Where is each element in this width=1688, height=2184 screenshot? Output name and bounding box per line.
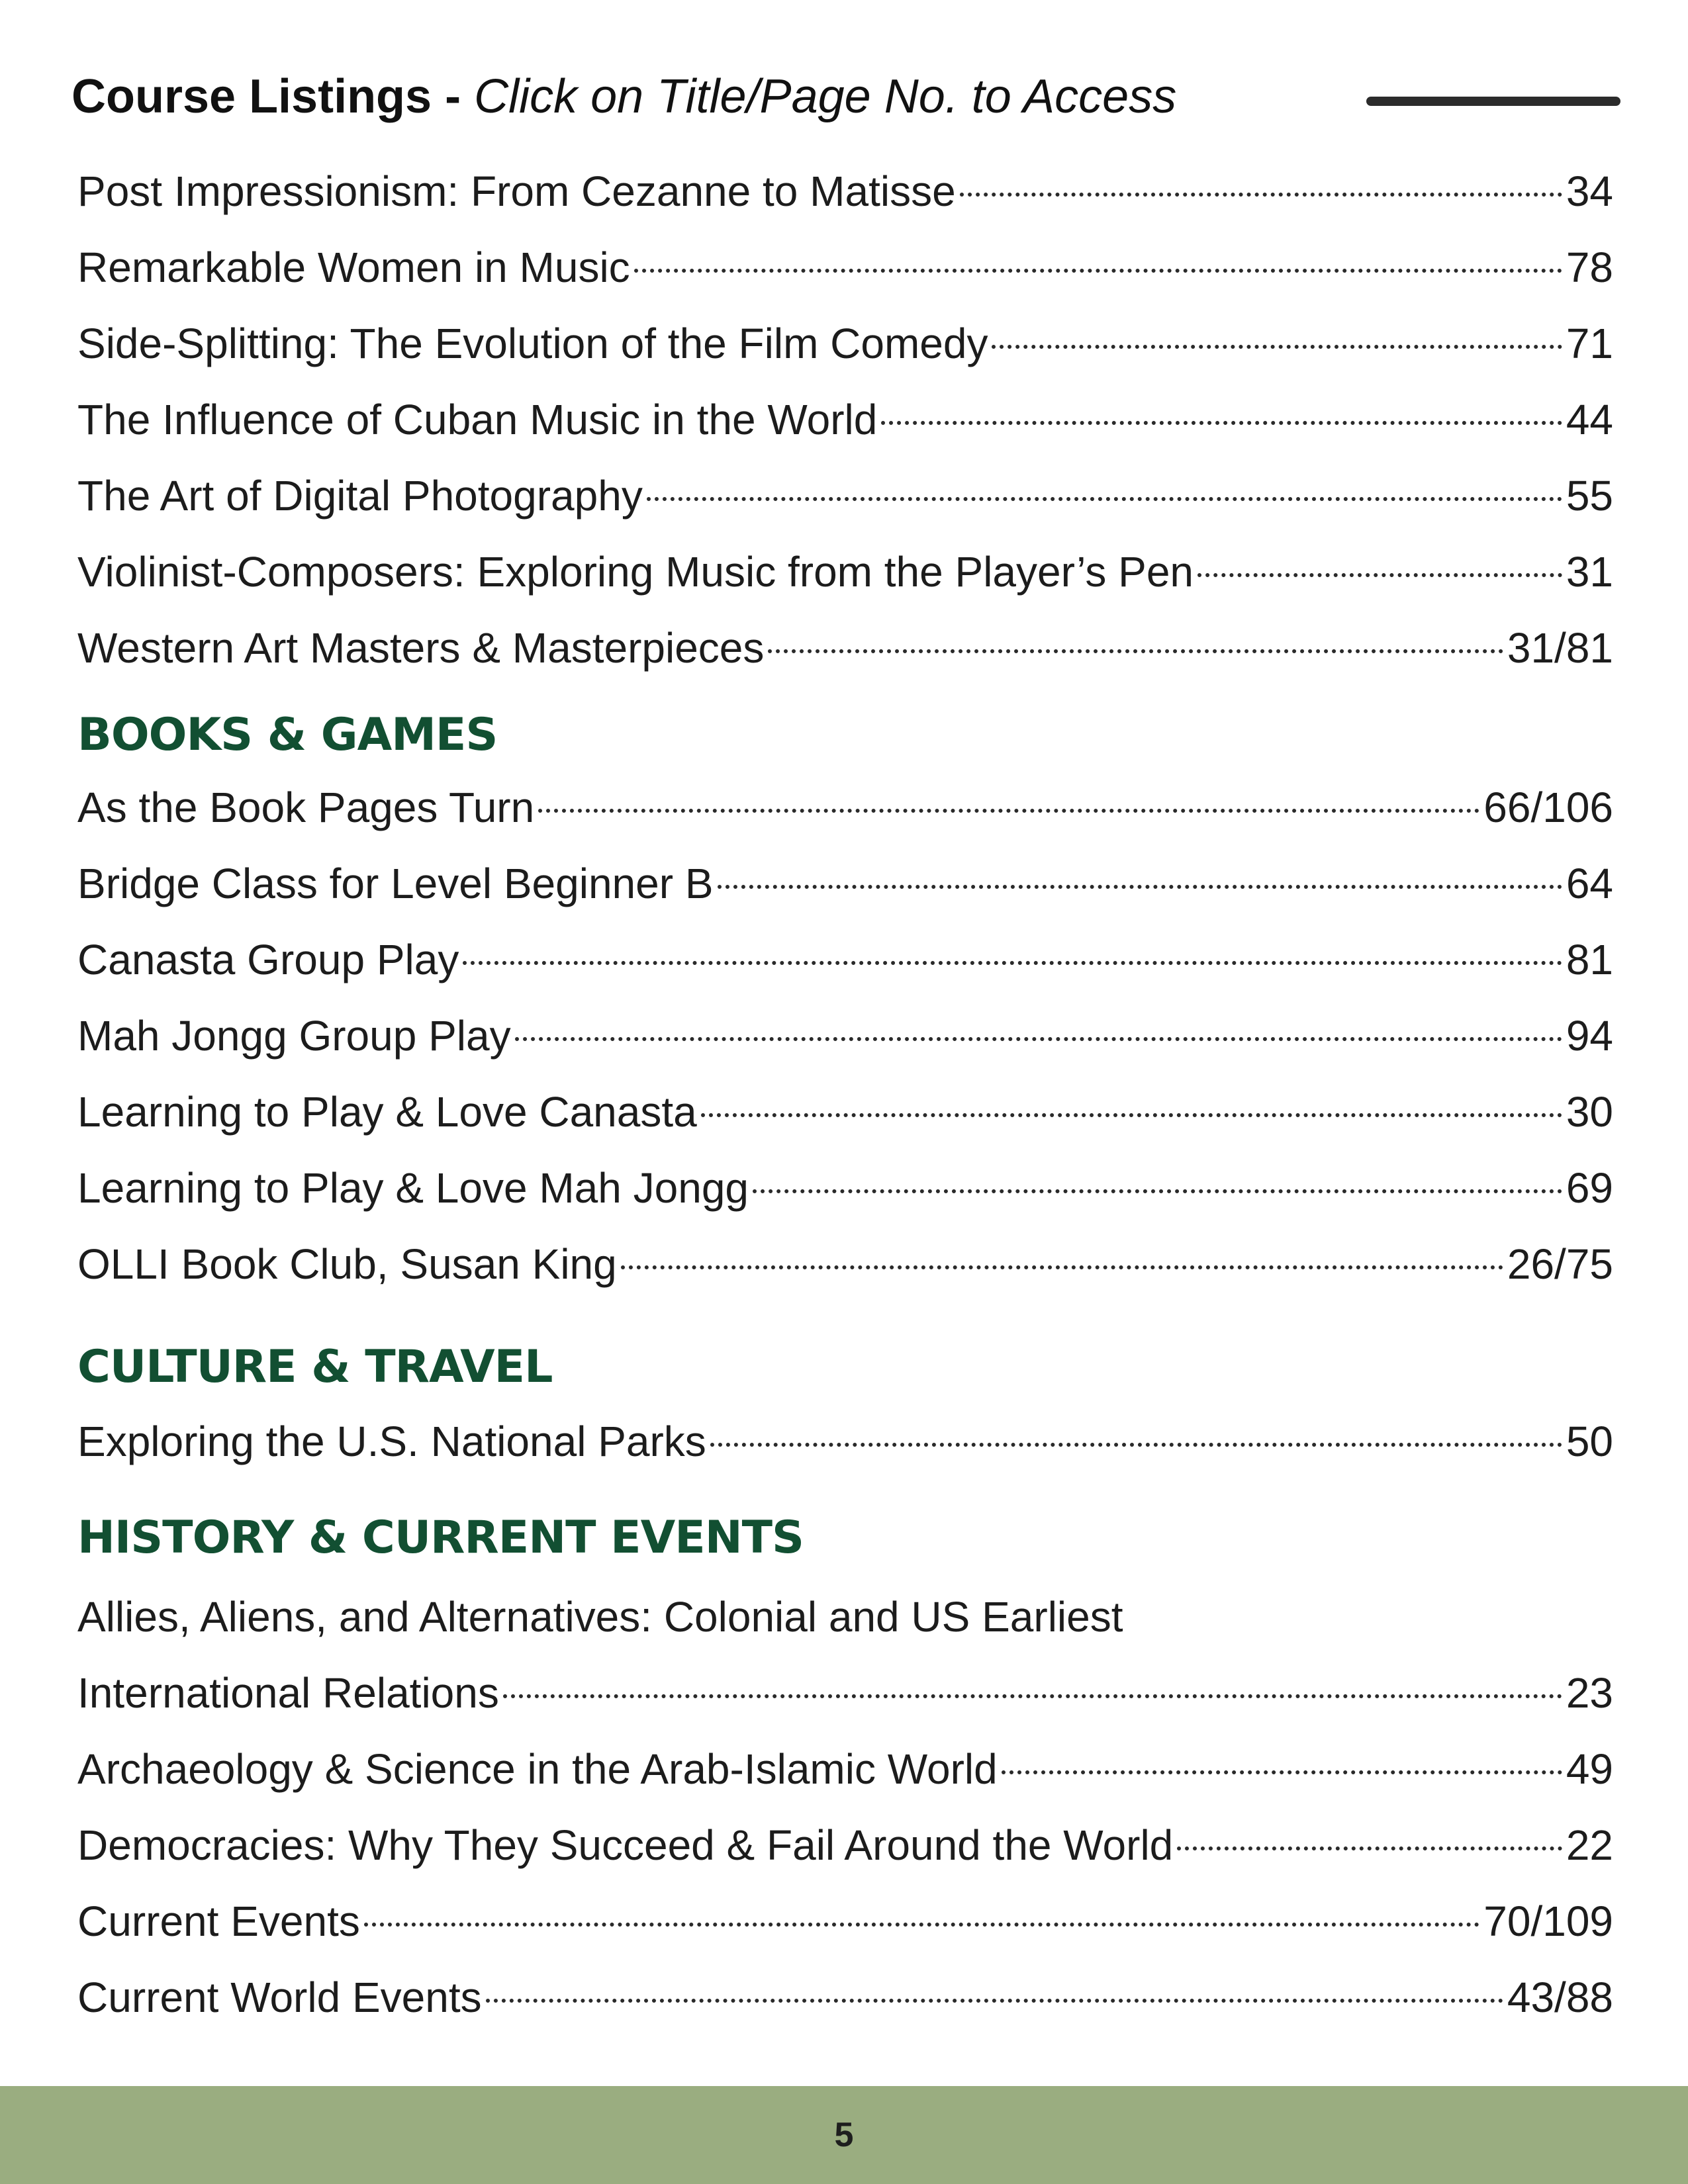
course-page-link[interactable]: 78 bbox=[1566, 244, 1613, 291]
course-page-link[interactable]: 94 bbox=[1566, 1012, 1613, 1060]
dot-leader bbox=[1002, 1770, 1562, 1774]
course-listing-item[interactable] bbox=[77, 382, 1613, 458]
course-title-link[interactable]: Allies, Aliens, and Alternatives: Colonial and US Earliest bbox=[77, 1593, 1123, 1641]
course-page-link[interactable]: 49 bbox=[1566, 1745, 1613, 1793]
course-listing-item[interactable] bbox=[77, 770, 1613, 846]
course-title-link[interactable]: Mah Jongg Group Play bbox=[77, 1012, 511, 1060]
course-listing-item-continued[interactable] bbox=[77, 1655, 1613, 1731]
course-listing-item[interactable] bbox=[77, 922, 1613, 998]
course-page-link[interactable]: 50 bbox=[1566, 1418, 1613, 1465]
course-title-link[interactable]: The Art of Digital Photography bbox=[77, 472, 643, 520]
course-page-link[interactable]: 23 bbox=[1566, 1669, 1613, 1717]
course-page-link[interactable]: 26/75 bbox=[1507, 1240, 1613, 1288]
section-heading-books-games: BOOKS & GAMES bbox=[77, 709, 498, 761]
course-title-link[interactable]: Post Impressionism: From Cezanne to Matisse bbox=[77, 167, 956, 215]
course-title-link[interactable]: Western Art Masters & Masterpieces bbox=[77, 624, 765, 672]
dot-leader bbox=[992, 345, 1562, 349]
section-heading-history-current-events: HISTORY & CURRENT EVENTS bbox=[77, 1512, 804, 1564]
course-listing-item[interactable] bbox=[77, 1074, 1613, 1150]
dot-leader bbox=[881, 421, 1562, 425]
course-title-link[interactable]: Bridge Class for Level Beginner B bbox=[77, 860, 714, 907]
dot-leader bbox=[701, 1113, 1562, 1117]
dot-leader bbox=[753, 1189, 1562, 1193]
course-page-link[interactable]: 43/88 bbox=[1507, 1974, 1613, 2021]
course-page-link[interactable]: 31/81 bbox=[1507, 624, 1613, 672]
dot-leader bbox=[960, 193, 1562, 197]
course-listings bbox=[77, 154, 1613, 2036]
course-listing-item[interactable] bbox=[77, 458, 1613, 534]
course-listing-item[interactable] bbox=[77, 1731, 1613, 1807]
course-listing-item[interactable] bbox=[77, 230, 1613, 306]
dot-leader bbox=[538, 809, 1479, 813]
course-title-link[interactable]: Current Events bbox=[77, 1897, 360, 1945]
course-listing-item[interactable] bbox=[77, 998, 1613, 1074]
page-title bbox=[71, 64, 1176, 130]
course-listing-item[interactable] bbox=[77, 154, 1613, 230]
course-listing-item[interactable] bbox=[77, 1807, 1613, 1884]
dot-leader bbox=[718, 885, 1562, 889]
course-title-link[interactable]: Learning to Play & Love Canasta bbox=[77, 1088, 697, 1136]
course-title-link[interactable]: Side-Splitting: The Evolution of the Film Comedy bbox=[77, 320, 988, 367]
page-title-bold: Course Listings - bbox=[71, 70, 461, 123]
page-header bbox=[71, 64, 1620, 130]
course-listing-item[interactable] bbox=[77, 306, 1613, 382]
course-title-link[interactable]: The Influence of Cuban Music in the World bbox=[77, 396, 878, 443]
course-title-link[interactable]: Canasta Group Play bbox=[77, 936, 459, 983]
course-page-link[interactable]: 30 bbox=[1566, 1088, 1613, 1136]
dot-leader bbox=[463, 961, 1562, 965]
course-page-link[interactable]: 70/109 bbox=[1483, 1897, 1613, 1945]
dot-leader bbox=[486, 1999, 1503, 2003]
course-page-link[interactable]: 81 bbox=[1566, 936, 1613, 983]
course-listing-item[interactable] bbox=[77, 1884, 1613, 1960]
course-listing-item[interactable] bbox=[77, 1404, 1613, 1480]
course-page-link[interactable]: 69 bbox=[1566, 1164, 1613, 1212]
dot-leader bbox=[1197, 573, 1562, 577]
page-title-instruction: Click on Title/Page No. to Access bbox=[474, 70, 1177, 123]
course-listing-item[interactable] bbox=[77, 1579, 1613, 1731]
footer-bar bbox=[0, 2086, 1688, 2184]
course-page-link[interactable]: 64 bbox=[1566, 860, 1613, 907]
dot-leader bbox=[621, 1265, 1503, 1269]
course-listing-item[interactable] bbox=[77, 846, 1613, 922]
course-title-link[interactable]: Current World Events bbox=[77, 1974, 482, 2021]
course-page-link[interactable]: 31 bbox=[1566, 548, 1613, 596]
dot-leader bbox=[647, 497, 1562, 501]
course-page-link[interactable]: 22 bbox=[1566, 1821, 1613, 1869]
course-listing-item[interactable] bbox=[77, 1226, 1613, 1302]
dot-leader bbox=[503, 1694, 1562, 1698]
dot-leader bbox=[634, 269, 1562, 273]
dot-leader bbox=[768, 649, 1503, 653]
course-title-link[interactable]: International Relations bbox=[77, 1669, 499, 1717]
course-page-link[interactable]: 71 bbox=[1566, 320, 1613, 367]
course-page-link[interactable]: 44 bbox=[1566, 396, 1613, 443]
course-page-link[interactable]: 55 bbox=[1566, 472, 1613, 520]
course-title-link[interactable]: Remarkable Women in Music bbox=[77, 244, 630, 291]
dot-leader bbox=[1177, 1846, 1562, 1850]
course-page-link[interactable]: 66/106 bbox=[1483, 784, 1613, 831]
page-number: 5 bbox=[834, 2116, 854, 2154]
dot-leader bbox=[515, 1037, 1562, 1041]
course-listing-item[interactable] bbox=[77, 1150, 1613, 1226]
course-title-link[interactable]: Democracies: Why They Succeed & Fail Around the World bbox=[77, 1821, 1174, 1869]
course-listing-item[interactable] bbox=[77, 534, 1613, 610]
dot-leader bbox=[364, 1923, 1479, 1927]
course-title-link[interactable]: OLLI Book Club, Susan King bbox=[77, 1240, 617, 1288]
header-rule bbox=[1366, 97, 1620, 106]
course-title-link[interactable]: As the Book Pages Turn bbox=[77, 784, 535, 831]
dot-leader bbox=[710, 1443, 1562, 1447]
course-title-link[interactable]: Learning to Play & Love Mah Jongg bbox=[77, 1164, 749, 1212]
section-heading-culture-travel: CULTURE & TRAVEL bbox=[77, 1341, 553, 1393]
course-title-link[interactable]: Exploring the U.S. National Parks bbox=[77, 1418, 706, 1465]
course-listing-item[interactable] bbox=[77, 1960, 1613, 2036]
course-title-link[interactable]: Archaeology & Science in the Arab-Islamic World bbox=[77, 1745, 998, 1793]
course-page-link[interactable]: 34 bbox=[1566, 167, 1613, 215]
course-listing-item[interactable] bbox=[77, 610, 1613, 686]
course-title-link[interactable]: Violinist-Composers: Exploring Music from the Player’s Pen bbox=[77, 548, 1194, 596]
